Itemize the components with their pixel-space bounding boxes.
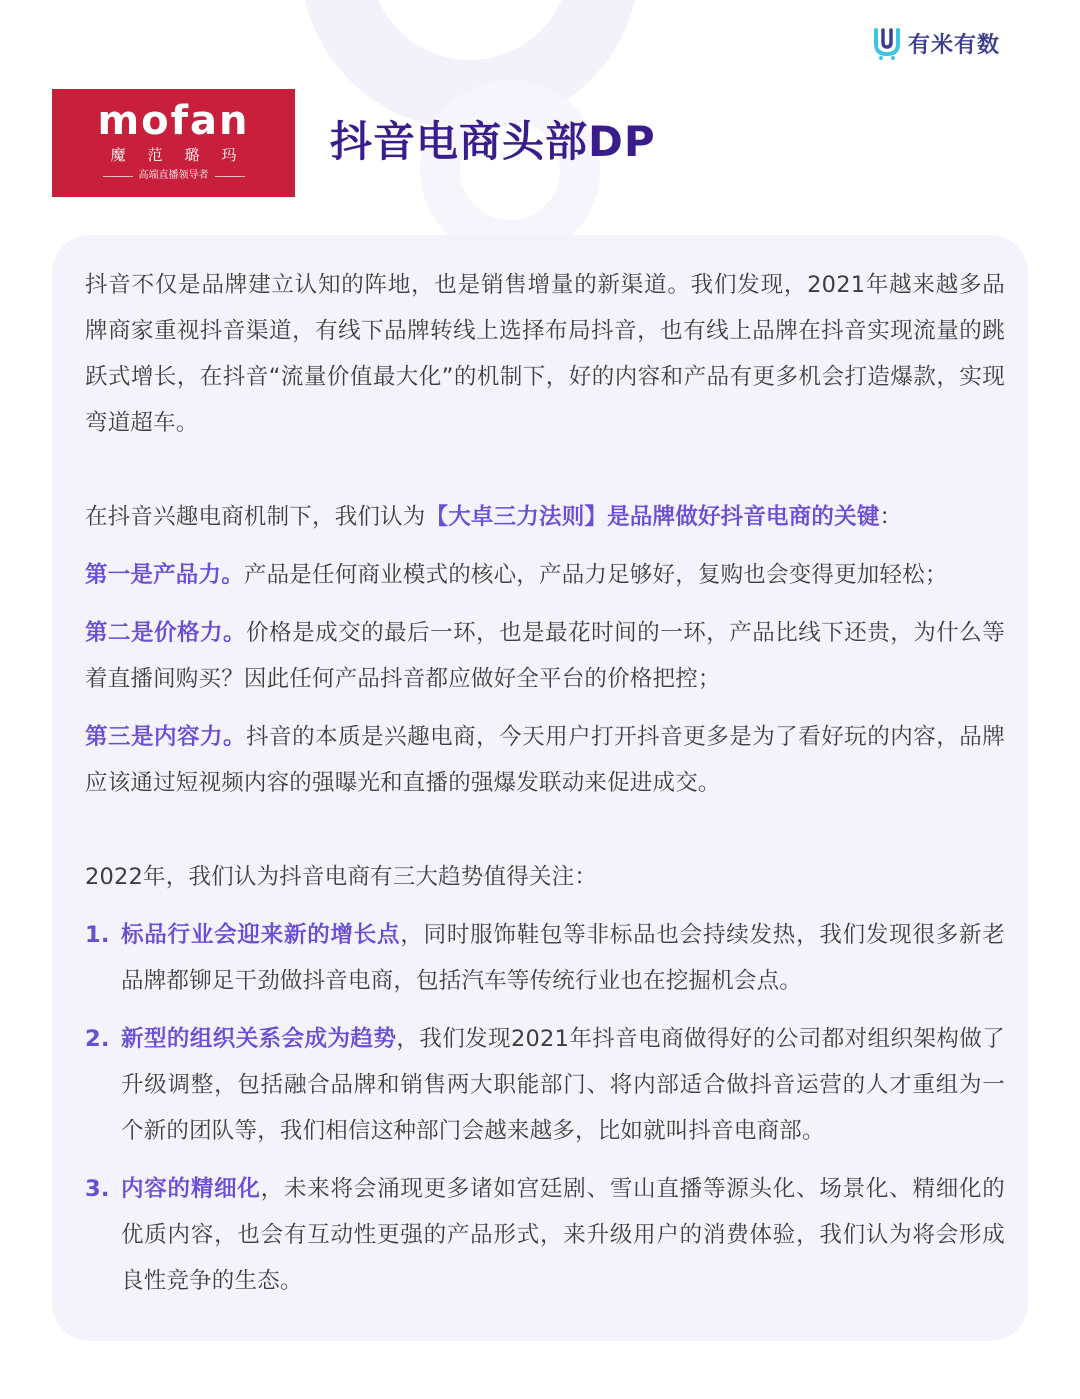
logo-tagline <box>52 169 295 183</box>
page-title: 抖音电商头部DP <box>330 117 656 166</box>
trend-item <box>85 1016 1005 1154</box>
trends-intro: 2022年，我们认为抖音电商有三大趋势值得关注： <box>85 864 598 890</box>
force-label: 第三是内容力。 <box>85 724 247 750</box>
logo-tagline-text: 高端直播领导者 <box>138 170 209 181</box>
trend-item <box>85 912 1005 1004</box>
trend-label: 内容的精细化 <box>121 1176 261 1202</box>
trend-item <box>85 1166 1005 1304</box>
trend-number: 1. <box>85 922 110 948</box>
trend-text: ，同时服饰鞋包等非标品也会持续发热，我们发现很多新老品牌都铆足干劲做抖音电商，包括汽车等传统行业也在挖掘机会点。 <box>121 922 1005 994</box>
tagline-line-left <box>103 176 133 177</box>
force-text: 抖音的本质是兴趣电商，今天用户打开抖音更多是为了看好玩的内容，品牌应该通过短视频内容的强曝光和直播的强爆发联动来促进成交。 <box>85 724 1005 796</box>
force-text: 产品是任何商业模式的核心，产品力足够好，复购也会变得更加轻松； <box>243 562 948 588</box>
trend-number: 3. <box>85 1176 110 1202</box>
trend-body <box>121 912 1005 1004</box>
trend-label: 标品行业会迎来新的增长点 <box>121 922 401 948</box>
tagline-line-right <box>215 176 245 177</box>
force-item <box>85 552 1005 598</box>
trend-body <box>121 1016 1005 1154</box>
trend-number: 2. <box>85 1026 110 1052</box>
force-item <box>85 714 1005 806</box>
intro-paragraph: 抖音不仅是品牌建立认知的阵地，也是销售增量的新渠道。我们发现，2021年越来越多品牌商家重视抖音渠道，有线下品牌转线上选择布局抖音，也有线上品牌在抖音实现流量的跳跃式增长，在抖音“流量价值最大化”的机制下，好的内容和产品有更多机会打造爆款，实现弯道超车。 <box>85 272 1005 436</box>
brand-logo-icon <box>872 26 902 60</box>
article-body <box>85 262 1005 1304</box>
brand-name: 有米有数 <box>907 32 1000 58</box>
trend-text: ，我们发现2021年抖音电商做得好的公司都对组织架构做了升级调整，包括融合品牌和销售两大职能部门、将内部适合做抖音运营的人才重组为一个新的团队等，我们相信这种部门会越来越多，比如就叫抖音电商部。 <box>121 1026 1005 1144</box>
rule-highlight: 【大卓三力法则】是品牌做好抖音电商的关键 <box>425 504 880 530</box>
logo-main-text: mofan <box>97 98 250 144</box>
rule-prefix: 在抖音兴趣电商机制下，我们认为 <box>85 504 426 530</box>
force-item <box>85 610 1005 702</box>
force-label: 第一是产品力。 <box>85 562 244 588</box>
rule-suffix: ： <box>879 504 903 530</box>
trend-label: 新型的组织关系会成为趋势 <box>121 1026 397 1052</box>
force-text: 价格是成交的最后一环，也是最花时间的一环，产品比线下还贵，为什么等着直播间购买？因此任何产品抖音都应做好全平台的价格把控； <box>85 620 1005 692</box>
trend-text: ，未来将会涌现更多诸如宫廷剧、雪山直播等源头化、场景化、精细化的优质内容，也会有互动性更强的产品形式，来升级用户的消费体验，我们认为将会形成良性竞争的生态。 <box>121 1176 1005 1294</box>
brand-header <box>872 26 1000 60</box>
mofan-logo <box>52 89 295 197</box>
logo-cn-text: 魔范璐玛 <box>110 146 259 164</box>
rule-paragraph <box>85 494 1005 540</box>
trend-body <box>121 1166 1005 1304</box>
force-label: 第二是价格力。 <box>85 620 247 646</box>
